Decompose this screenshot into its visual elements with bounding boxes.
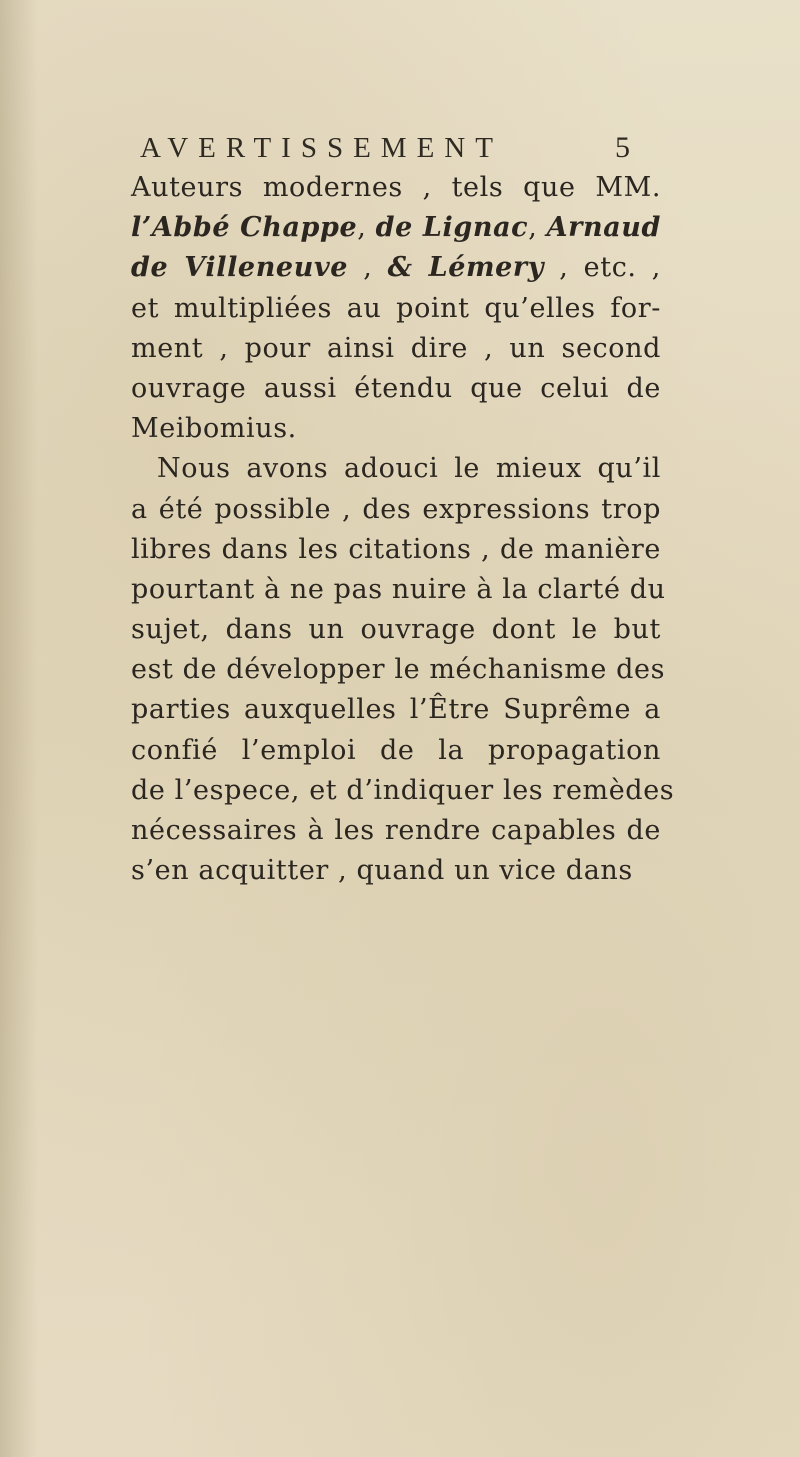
text-run: confié l’emploi de la propagation xyxy=(131,734,661,766)
text-run: , xyxy=(348,252,388,284)
text-line xyxy=(131,731,661,771)
text-run: ment , pour ainsi dire , un second xyxy=(131,332,661,364)
text-run: , etc. , xyxy=(544,252,661,284)
text-line xyxy=(131,811,661,851)
text-line xyxy=(131,289,661,329)
text-line xyxy=(131,610,661,650)
text-run: parties auxquelles l’Être Suprême a xyxy=(131,694,661,726)
text-line xyxy=(131,851,661,891)
text-run: ouvrage aussi étendu que celui de xyxy=(131,372,661,404)
text-run: est de développer le méchanisme des xyxy=(131,654,666,686)
text-run: , xyxy=(357,212,376,244)
text-run: , xyxy=(528,212,547,244)
text-run: libres dans les citations , de manière xyxy=(131,533,661,565)
running-title: AVERTISSEMENT xyxy=(140,132,503,164)
text-line xyxy=(131,168,661,208)
text-line xyxy=(131,329,661,369)
text-run: Nous avons adouci le mieux qu’il xyxy=(157,453,661,485)
text-line xyxy=(131,690,661,730)
text-run: a été possible , des expressions trop xyxy=(131,493,661,525)
text-run: nécessaires à les rendre capables de xyxy=(131,815,661,846)
text-line xyxy=(131,449,661,489)
body-text xyxy=(131,168,675,891)
text-line xyxy=(131,490,661,530)
text-line xyxy=(131,570,666,610)
italic-run: Arnaud xyxy=(546,212,662,244)
text-line xyxy=(131,530,661,570)
text-run: de l’espece, et d’indiquer les remèdes xyxy=(131,774,675,806)
text-line xyxy=(131,369,661,409)
text-line xyxy=(131,208,661,248)
text-run: Auteurs modernes , tels que MM. xyxy=(131,172,661,203)
page-edge-shadow xyxy=(0,0,38,1457)
text-line xyxy=(131,409,661,449)
text-line xyxy=(131,248,661,288)
page-number: 5 xyxy=(615,131,630,164)
text-run: sujet, dans un ouvrage dont le but xyxy=(131,614,661,646)
text-run: pourtant à ne pas nuire à la clarté du xyxy=(131,573,666,605)
italic-run: & Lémery xyxy=(387,252,545,284)
text-run: et multipliées au point qu’elles for- xyxy=(131,292,661,324)
text-run: s’en acquitter , quand un vice dans xyxy=(131,855,633,887)
text-line xyxy=(131,650,666,690)
running-head xyxy=(140,128,630,168)
italic-run: de Villeneuve xyxy=(131,252,349,284)
italic-run: l’Abbé Chappe xyxy=(131,212,358,244)
text-line xyxy=(131,771,675,811)
italic-run: de Lignac xyxy=(375,212,529,244)
text-run: Meibomius. xyxy=(131,413,297,445)
